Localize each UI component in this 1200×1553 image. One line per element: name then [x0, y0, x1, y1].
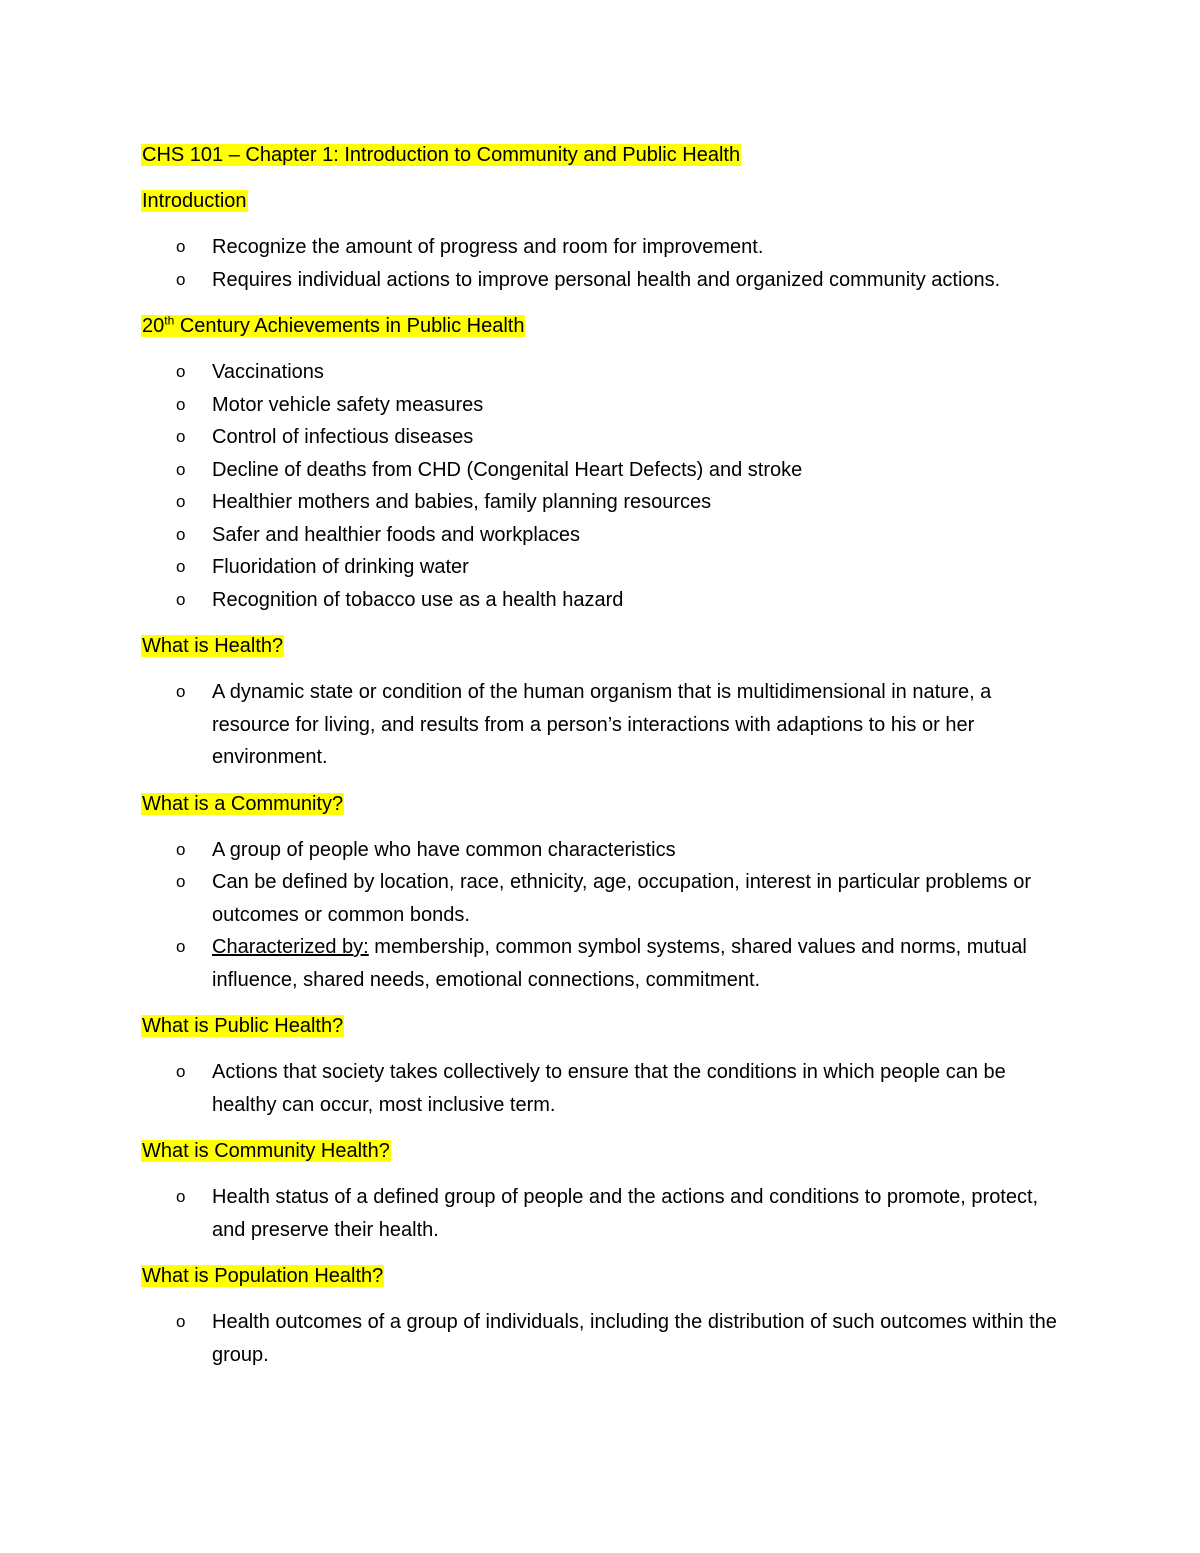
- bullet-icon: o: [176, 269, 186, 289]
- list-item-text: A group of people who have common characteristics: [212, 838, 676, 861]
- title-text: CHS 101 – Chapter 1: Introduction to Community and Public Health: [142, 144, 741, 166]
- list-item-text: Health status of a defined group of people and the actions and conditions to promote, protect, and preserve their health.: [212, 1186, 1039, 1241]
- section-heading-population-health: [141, 1260, 1071, 1292]
- document-title: [141, 139, 1071, 171]
- heading-text: What is Population Health?: [142, 1265, 384, 1287]
- section-heading-achievements: [141, 310, 1071, 342]
- section-heading-community: [141, 788, 1071, 820]
- bullet-icon: o: [176, 682, 186, 701]
- public-health-list: [141, 1056, 1071, 1121]
- heading-rest: Century Achievements in Public Health: [174, 315, 525, 337]
- section-heading-public-health: [141, 1010, 1071, 1042]
- bullet-icon: o: [176, 872, 186, 891]
- heading-text: [141, 315, 525, 337]
- list-item: [141, 931, 1071, 996]
- bullet-icon: o: [176, 839, 186, 859]
- characterized-label: Characterized by:: [212, 936, 369, 958]
- list-item: [141, 866, 1071, 931]
- list-item: [141, 356, 1071, 389]
- bullet-icon: o: [176, 1312, 186, 1331]
- section-heading-introduction: [141, 185, 1071, 217]
- community-list: [141, 834, 1071, 997]
- bullet-icon: o: [176, 492, 186, 511]
- list-item-text: Recognition of tobacco use as a health hazard: [212, 588, 624, 611]
- list-item: [141, 264, 1071, 297]
- bullet-icon: o: [176, 362, 186, 381]
- heading-number: 20: [142, 315, 165, 337]
- introduction-list: [141, 231, 1071, 296]
- list-item-text: Control of infectious diseases: [212, 426, 474, 448]
- community-health-list: [141, 1181, 1071, 1246]
- list-item-text: Decline of deaths from CHD (Congenital Heart Defects) and stroke: [212, 458, 803, 481]
- list-item: [141, 551, 1071, 584]
- list-item: [141, 1306, 1071, 1371]
- list-item: [141, 1056, 1071, 1121]
- section-heading-health: [141, 630, 1071, 662]
- list-item: [141, 486, 1071, 519]
- list-item: [141, 421, 1071, 454]
- heading-superscript: th: [164, 313, 175, 328]
- list-item-text: Motor vehicle safety measures: [212, 393, 484, 416]
- heading-text: What is a Community?: [142, 792, 344, 815]
- bullet-icon: o: [176, 524, 186, 544]
- achievements-list: [141, 356, 1071, 616]
- section-heading-community-health: [141, 1135, 1071, 1167]
- list-item: [141, 584, 1071, 617]
- list-item: [141, 1181, 1071, 1246]
- bullet-icon: o: [176, 1187, 186, 1206]
- list-item-text: Vaccinations: [212, 361, 324, 383]
- list-item: [141, 389, 1071, 422]
- document-body: [141, 139, 1071, 1385]
- list-item-text: Actions that society takes collectively to ensure that the conditions in which people can be healthy can occur, most inclusive term.: [212, 1061, 1006, 1116]
- heading-text: What is Community Health?: [142, 1140, 390, 1162]
- list-item: [141, 231, 1071, 264]
- list-item: [141, 834, 1071, 867]
- list-item: [141, 676, 1071, 774]
- heading-text: Introduction: [142, 190, 247, 212]
- health-list: [141, 676, 1071, 774]
- bullet-icon: o: [176, 394, 186, 414]
- list-item: [141, 519, 1071, 552]
- bullet-icon: o: [176, 557, 186, 576]
- list-item-text: membership, common symbol systems, shared values and norms, mutual influence, shared needs, emotional connections, commitment.: [212, 936, 1027, 991]
- bullet-icon: o: [176, 459, 186, 479]
- heading-text: What is Health?: [142, 635, 284, 657]
- list-item-text: Recognize the amount of progress and room for improvement.: [212, 236, 764, 258]
- list-item: [141, 454, 1071, 487]
- population-health-list: [141, 1306, 1071, 1371]
- bullet-icon: o: [176, 937, 186, 956]
- list-item-text: Healthier mothers and babies, family planning resources: [212, 491, 712, 513]
- heading-text: What is Public Health?: [142, 1015, 344, 1037]
- bullet-icon: o: [176, 589, 186, 609]
- list-item-text: Can be defined by location, race, ethnicity, age, occupation, interest in particular problems or outcomes or common bonds.: [212, 871, 1031, 926]
- list-item-text: Health outcomes of a group of individuals, including the distribution of such outcomes within the group.: [212, 1311, 1057, 1366]
- list-item-text: Safer and healthier foods and workplaces: [212, 523, 581, 546]
- list-item-text: A dynamic state or condition of the human organism that is multidimensional in nature, a resource for living, and results from a person’s interactions with adaptions to his or her environment.: [212, 681, 992, 768]
- bullet-icon: o: [176, 427, 186, 446]
- bullet-icon: o: [176, 1062, 186, 1081]
- list-item-text: Fluoridation of drinking water: [212, 556, 469, 578]
- list-item-text: Requires individual actions to improve personal health and organized community actions.: [212, 268, 1001, 291]
- bullet-icon: o: [176, 237, 186, 256]
